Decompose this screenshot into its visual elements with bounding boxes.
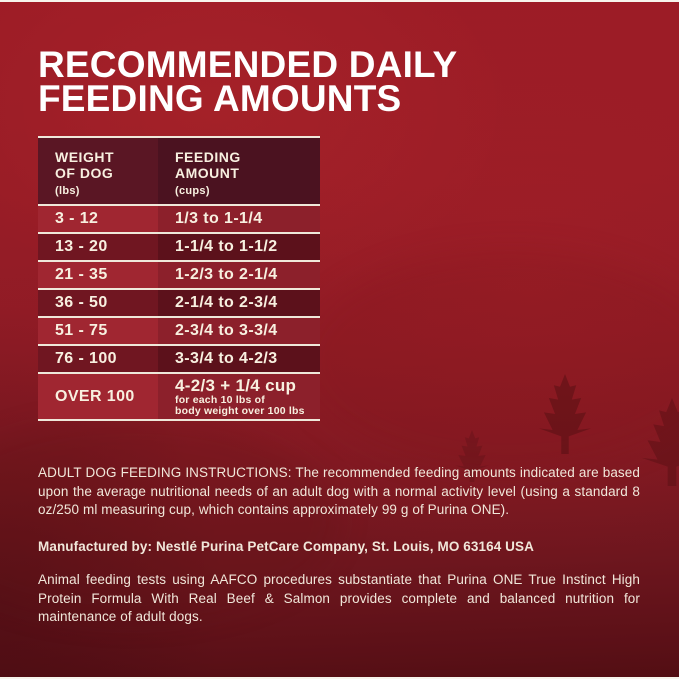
weight-value: 51 - 75 bbox=[38, 318, 158, 344]
table-row bbox=[38, 344, 320, 372]
table-row bbox=[38, 260, 320, 288]
feeding-table bbox=[38, 136, 320, 421]
amount-value: 2-1/4 to 2-3/4 bbox=[158, 290, 320, 316]
background-cloud-texture bbox=[300, 250, 679, 470]
top-border-line bbox=[0, 0, 679, 2]
amount-value bbox=[158, 374, 320, 419]
manufacturer-text: Manufactured by: Nestlé Purina PetCare Company, St. Louis, MO 63164 USA bbox=[38, 539, 534, 554]
weight-value: 3 - 12 bbox=[38, 206, 158, 232]
weight-value: 76 - 100 bbox=[38, 346, 158, 372]
table-row bbox=[38, 316, 320, 344]
column-header-weight-unit: (lbs) bbox=[55, 185, 80, 197]
column-header-weight-line-2: OF DOG bbox=[55, 165, 114, 181]
table-row bbox=[38, 204, 320, 232]
amount-value: 1-2/3 to 2-1/4 bbox=[158, 262, 320, 288]
table-row bbox=[38, 372, 320, 419]
amount-note-line-1: for each 10 lbs of bbox=[175, 393, 265, 406]
aafco-statement-text: Animal feeding tests using AAFCO procedures substantiate that Purina ONE True Instinct High Protein Formula With Real Beef & Salmon provides complete and balanced nutrition for maintenance of adult dogs. bbox=[38, 572, 640, 624]
weight-value: 21 - 35 bbox=[38, 262, 158, 288]
column-header-amount-line-1: FEEDING bbox=[175, 149, 241, 165]
amount-value: 1/3 to 1-1/4 bbox=[158, 206, 320, 232]
column-header-weight-line-1: WEIGHT bbox=[55, 149, 114, 165]
weight-value: OVER 100 bbox=[38, 374, 158, 419]
amount-value: 3-3/4 to 4-2/3 bbox=[158, 346, 320, 372]
page-title bbox=[38, 44, 458, 119]
feeding-instructions-text: ADULT DOG FEEDING INSTRUCTIONS: The recommended feeding amounts indicated are based upon the average nutritional needs of an adult dog with a normal activity level (using a standard 8 oz/250 ml measuring cup, which contains approximately 99 g of Purina ONE). bbox=[38, 465, 640, 517]
column-header-amount-unit: (cups) bbox=[175, 185, 210, 197]
amount-note-line-2: body weight over 100 lbs bbox=[175, 405, 305, 417]
table-row bbox=[38, 232, 320, 260]
weight-value: 36 - 50 bbox=[38, 290, 158, 316]
column-header-amount-line-2: AMOUNT bbox=[175, 165, 240, 181]
amount-main-value: 4-2/3 + 1/4 cup bbox=[175, 375, 297, 395]
column-header-amount bbox=[158, 138, 320, 204]
page-title-line-2: FEEDING AMOUNTS bbox=[38, 78, 402, 119]
amount-value: 2-3/4 to 3-3/4 bbox=[158, 318, 320, 344]
amount-value: 1-1/4 to 1-1/2 bbox=[158, 234, 320, 260]
table-header-row bbox=[38, 138, 320, 204]
column-header-weight bbox=[38, 138, 158, 204]
table-row bbox=[38, 288, 320, 316]
weight-value: 13 - 20 bbox=[38, 234, 158, 260]
page-title-line-1: RECOMMENDED DAILY bbox=[38, 44, 458, 85]
